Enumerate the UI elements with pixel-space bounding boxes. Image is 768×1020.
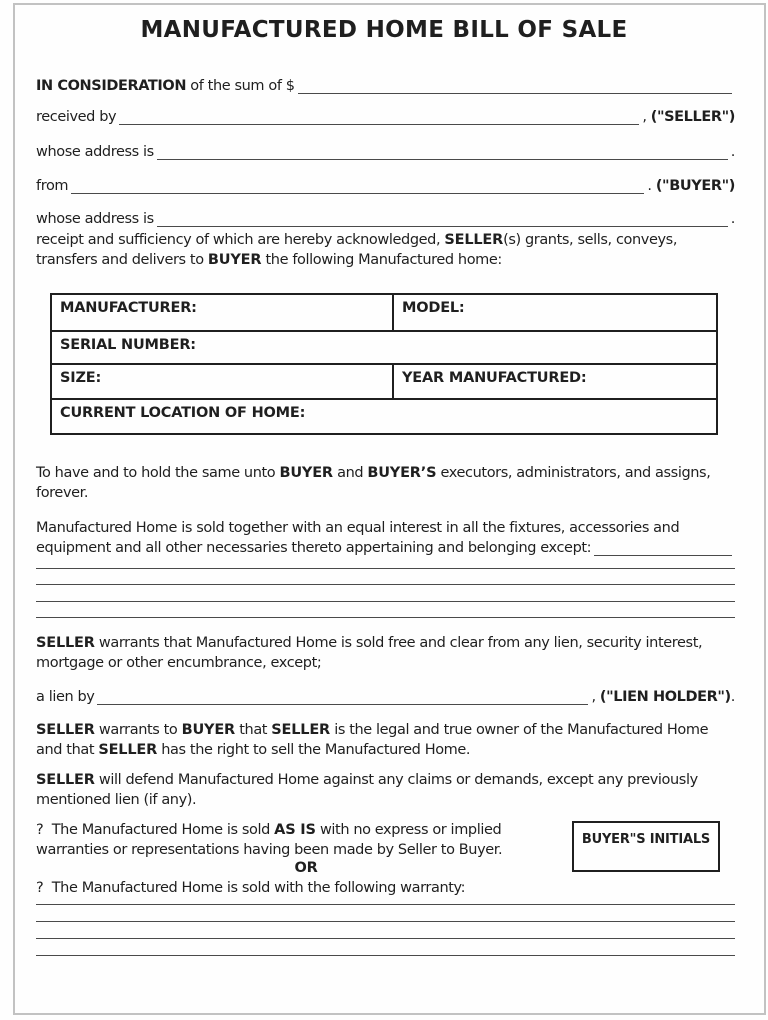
buyer-designation: . ("BUYER") (647, 178, 735, 194)
cell-size[interactable] (52, 365, 392, 398)
table-row (52, 330, 716, 363)
cell-model-label: MODEL: (402, 300, 465, 316)
home-details-table (50, 293, 718, 435)
from-field (36, 176, 735, 196)
warranty-option-line: ? The Manufactured Home is sold with the following warranty: (36, 880, 466, 896)
lien-holder-blank[interactable] (97, 690, 588, 705)
seller-address-blank[interactable] (157, 145, 728, 160)
fixtures-except-label: equipment and all other necessaries thereto appertaining and belonging except: (36, 540, 592, 556)
cell-manufacturer[interactable] (52, 295, 392, 330)
warrant-free-paragraph-line-2: mortgage or other encumbrance, except; (36, 655, 322, 671)
or-separator: OR (294, 860, 318, 876)
warranty-writing-lines (36, 888, 735, 956)
consideration-amount-blank[interactable] (298, 79, 732, 94)
received-by-field (36, 107, 735, 127)
writing-line[interactable] (36, 602, 735, 619)
cell-serial-number[interactable] (52, 332, 716, 363)
defend-paragraph-line-1: SELLER will defend Manufactured Home against any claims or demands, except any previously (36, 772, 698, 788)
cell-serial-number-label: SERIAL NUMBER: (60, 337, 196, 353)
writing-line[interactable] (36, 569, 735, 586)
consideration-field (36, 76, 735, 96)
defend-paragraph-line-2: mentioned lien (if any). (36, 792, 197, 808)
cell-year-manufactured-label: YEAR MANUFACTURED: (402, 370, 587, 386)
lien-holder-designation: , ("LIEN HOLDER"). (591, 689, 735, 705)
cell-current-location-label: CURRENT LOCATION OF HOME: (60, 405, 306, 421)
writing-line[interactable] (36, 939, 735, 956)
received-by-label: received by (36, 109, 117, 125)
as-is-option-line-1: ? The Manufactured Home is sold AS IS with no express or implied (36, 822, 502, 838)
lien-by-label: a lien by (36, 689, 95, 705)
warrant-owner-paragraph-line-2: and that SELLER has the right to sell the Manufactured Home. (36, 742, 471, 758)
cell-model[interactable] (392, 295, 716, 330)
table-row (52, 363, 716, 398)
to-have-paragraph-line-2: forever. (36, 485, 89, 501)
seller-address-field (36, 142, 735, 162)
cell-size-label: SIZE: (60, 370, 102, 386)
cell-current-location[interactable] (52, 400, 716, 433)
exceptions-writing-lines (36, 552, 735, 618)
seller-address-label: whose address is (36, 144, 154, 160)
buyer-name-blank[interactable] (71, 179, 644, 194)
to-have-paragraph-line-1: To have and to hold the same unto BUYER and BUYER’S executors, administrators, and assigns, (36, 465, 711, 481)
warrant-free-paragraph-line-1: SELLER warrants that Manufactured Home is sold free and clear from any lien, security interest, (36, 635, 703, 651)
buyer-address-field (36, 209, 735, 229)
buyer-address-blank[interactable] (157, 212, 728, 227)
writing-line[interactable] (36, 888, 735, 905)
table-row (52, 398, 716, 433)
acknowledge-paragraph-line-1: receipt and sufficiency of which are hereby acknowledged, SELLER(s) grants, sells, conveys, (36, 232, 678, 248)
page-title: MANUFACTURED HOME BILL OF SALE (140, 17, 628, 43)
seller-address-period: . (730, 144, 735, 160)
from-label: from (36, 178, 69, 194)
as-is-option-line-2: warranties or representations having been made by Seller to Buyer. (36, 842, 503, 858)
cell-year-manufactured[interactable] (392, 365, 716, 398)
buyers-initials-box[interactable] (572, 821, 720, 872)
seller-designation: , ("SELLER") (642, 109, 735, 125)
writing-line[interactable] (36, 905, 735, 922)
seller-name-blank[interactable] (119, 110, 639, 125)
writing-line[interactable] (36, 922, 735, 939)
cell-manufacturer-label: MANUFACTURER: (60, 300, 197, 316)
fixtures-paragraph-line-1: Manufactured Home is sold together with an equal interest in all the fixtures, accessories and (36, 520, 680, 536)
buyer-address-period: . (730, 211, 735, 227)
consideration-label: IN CONSIDERATION of the sum of $ (36, 78, 295, 94)
writing-line[interactable] (36, 552, 735, 569)
acknowledge-paragraph-line-2: transfers and delivers to BUYER the following Manufactured home: (36, 252, 502, 268)
buyers-initials-label: BUYER"S INITIALS (581, 832, 711, 847)
table-row (52, 295, 716, 330)
warrant-owner-paragraph-line-1: SELLER warrants to BUYER that SELLER is the legal and true owner of the Manufactured Home (36, 722, 709, 738)
writing-line[interactable] (36, 585, 735, 602)
lien-holder-field (36, 687, 735, 707)
buyer-address-label: whose address is (36, 211, 154, 227)
